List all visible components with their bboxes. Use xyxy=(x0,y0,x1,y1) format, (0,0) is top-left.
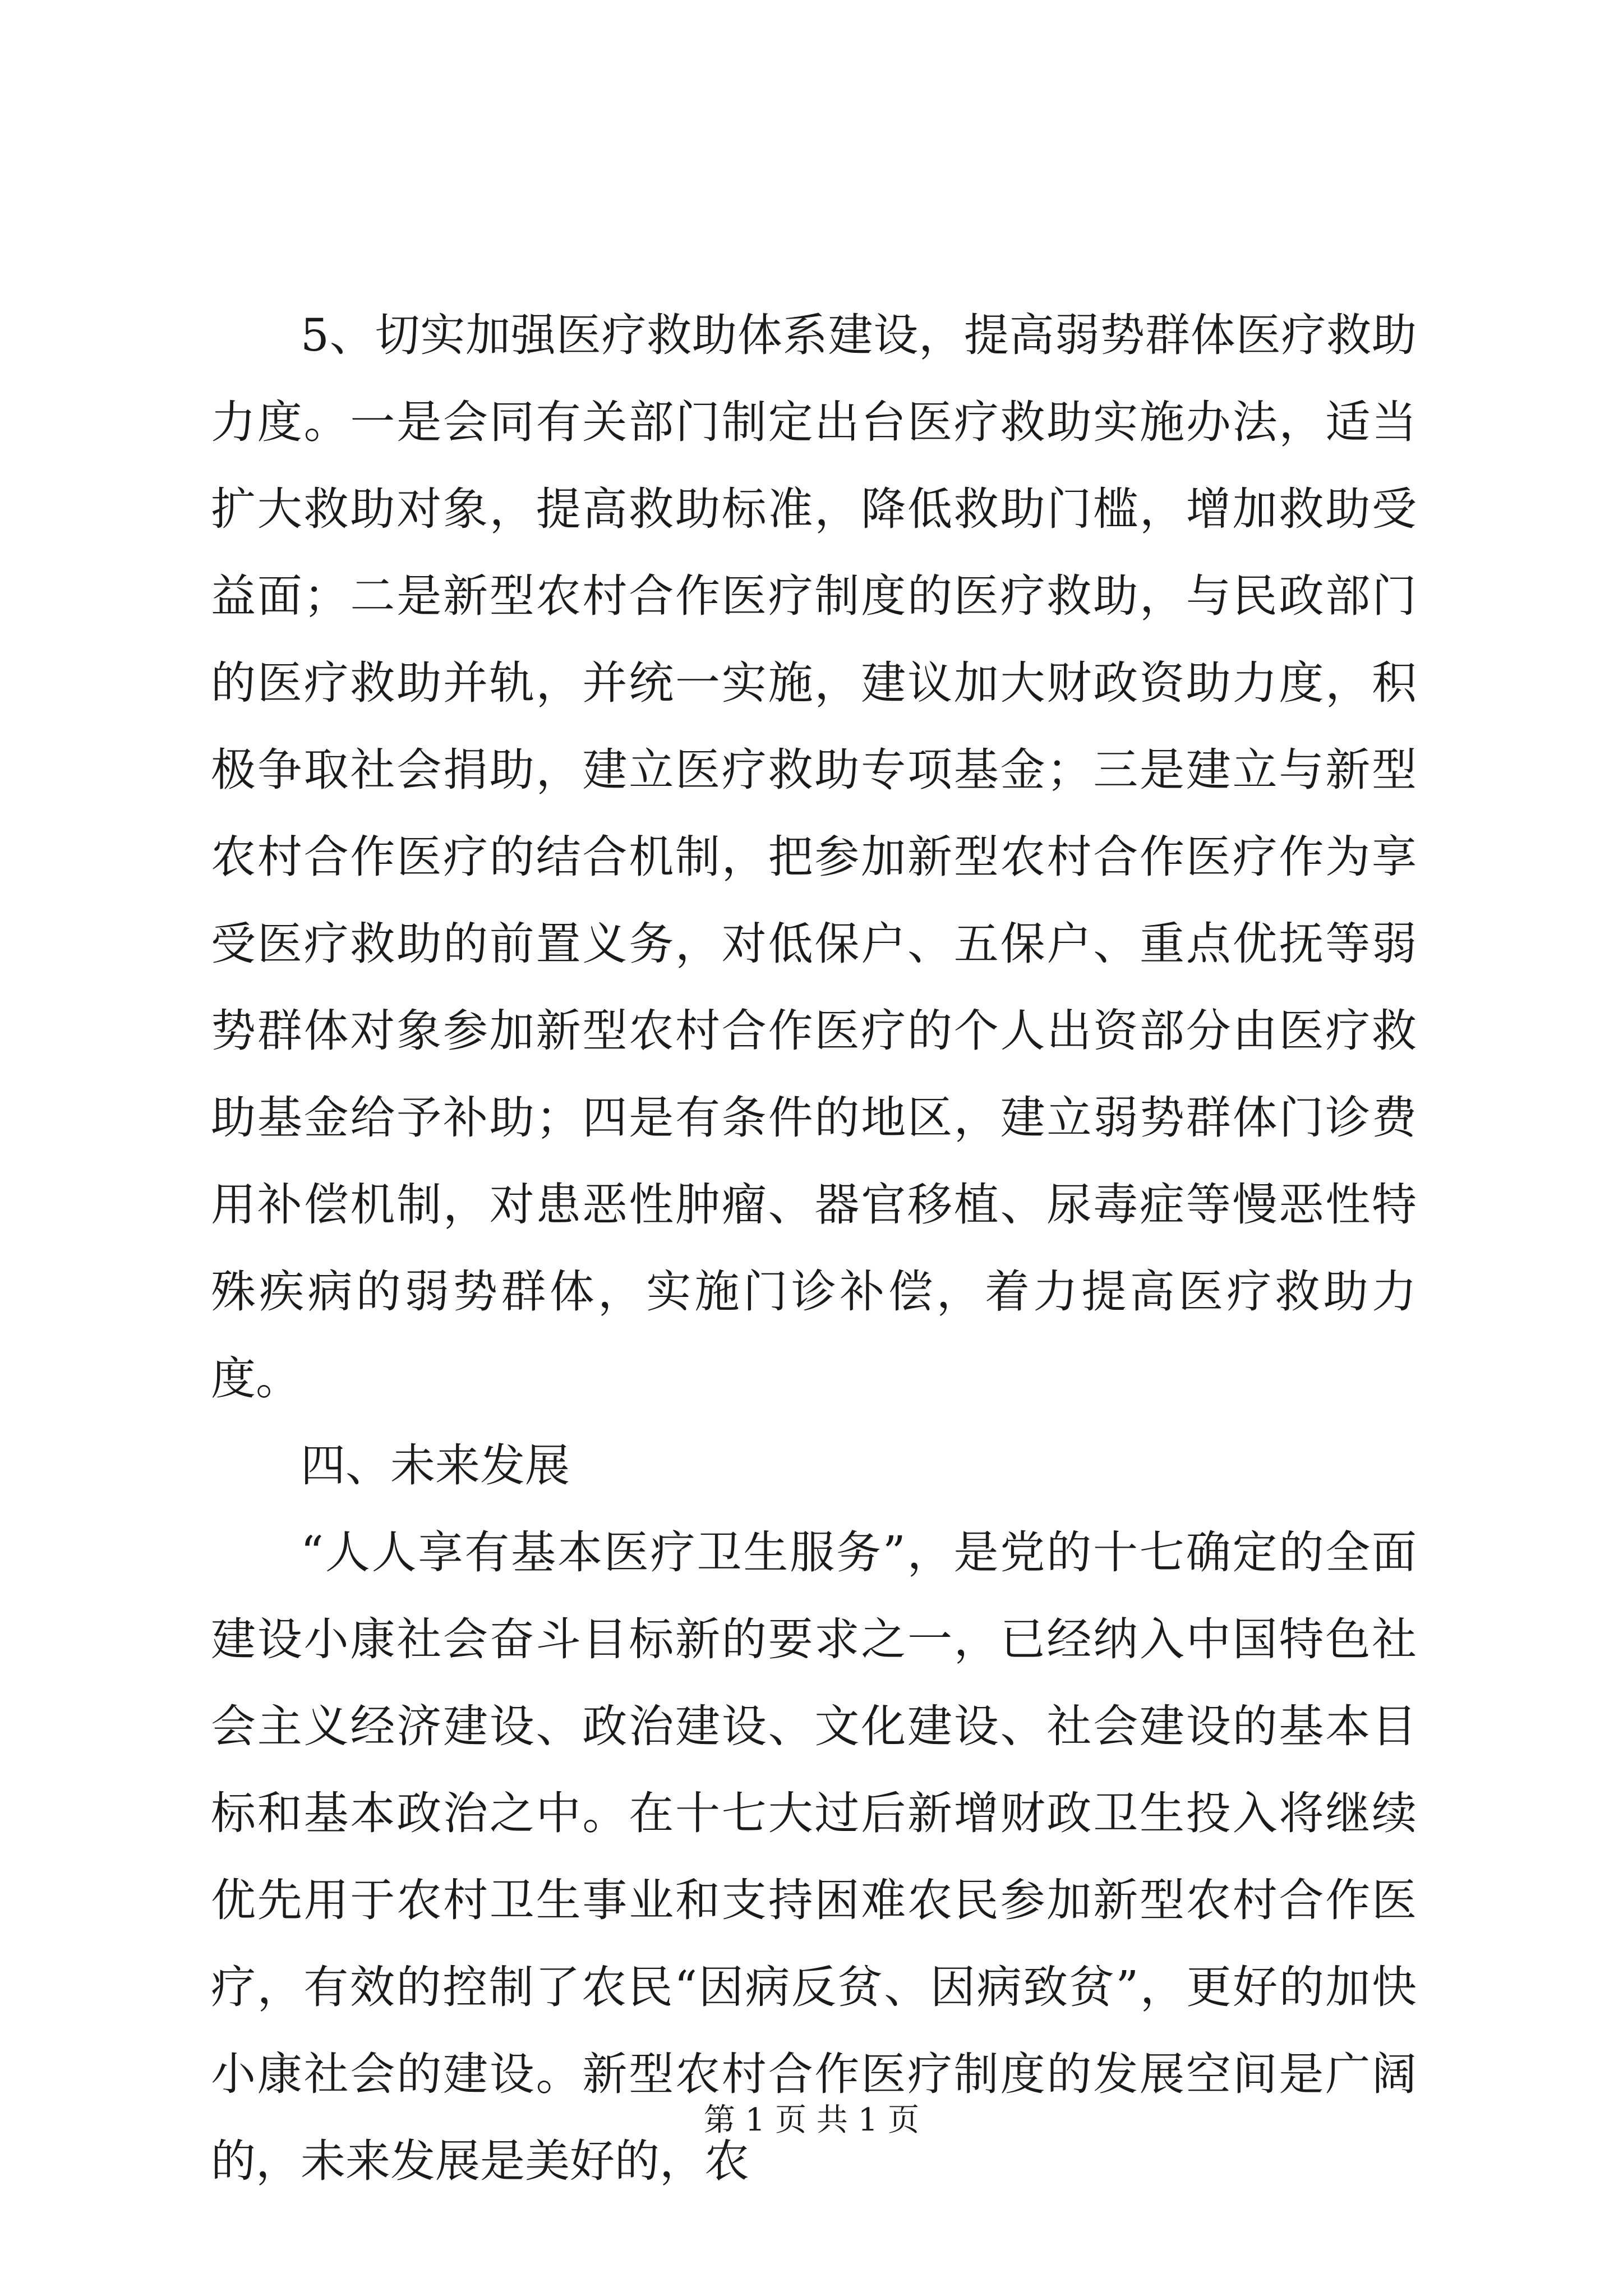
paragraph-future-development: “人人享有基本医疗卫生服务”，是党的十七确定的全面建设小康社会奋斗目标新的要求之一，已经纳入中国特色社会主义经济建设、政治建设、文化建设、社会建设的基本目标和基本政治之中。在十七大过后新增财政卫生投入将继续优先用于农村卫生事业和支持困难农民参加新型农村合作医疗，有效的控制了农民“因病反贫、因病致贫”，更好的加快小康社会的建设。新型农村合作医疗制度的发展空间是广阔的，未来发展是美好的，农 xyxy=(211,1526,1417,2187)
section-heading-future: 四、未来发展 xyxy=(301,1439,570,1492)
paragraph-medical-aid: 5、切实加强医疗救助体系建设，提高弱势群体医疗救助力度。一是会同有关部门制定出台医疗救助实施办法，适当扩大救助对象，提高救助标准，降低救助门槛，增加救助受益面；二是新型农村合作医疗制度的医疗救助，与民政部门的医疗救助并轨，并统一实施，建议加大财政资助力度，积极争取社会捐助，建立医疗救助专项基金；三是建立与新型农村合作医疗的结合机制，把参加新型农村合作医疗作为享受医疗救助的前置义务，对低保户、五保户、重点优抚等弱势群体对象参加新型农村合作医疗的个人出资部分由医疗救助基金给予补助；四是有条件的地区，建立弱势群体门诊费用补偿机制，对患恶性肿瘤、器官移植、尿毒症等慢恶性特殊疾病的弱势群体，实施门诊补偿，着力提高医疗救助力度。 xyxy=(211,309,1417,1405)
document-body xyxy=(211,292,1417,2205)
page-footer: 第 1 页 共 1 页 xyxy=(703,2102,920,2138)
